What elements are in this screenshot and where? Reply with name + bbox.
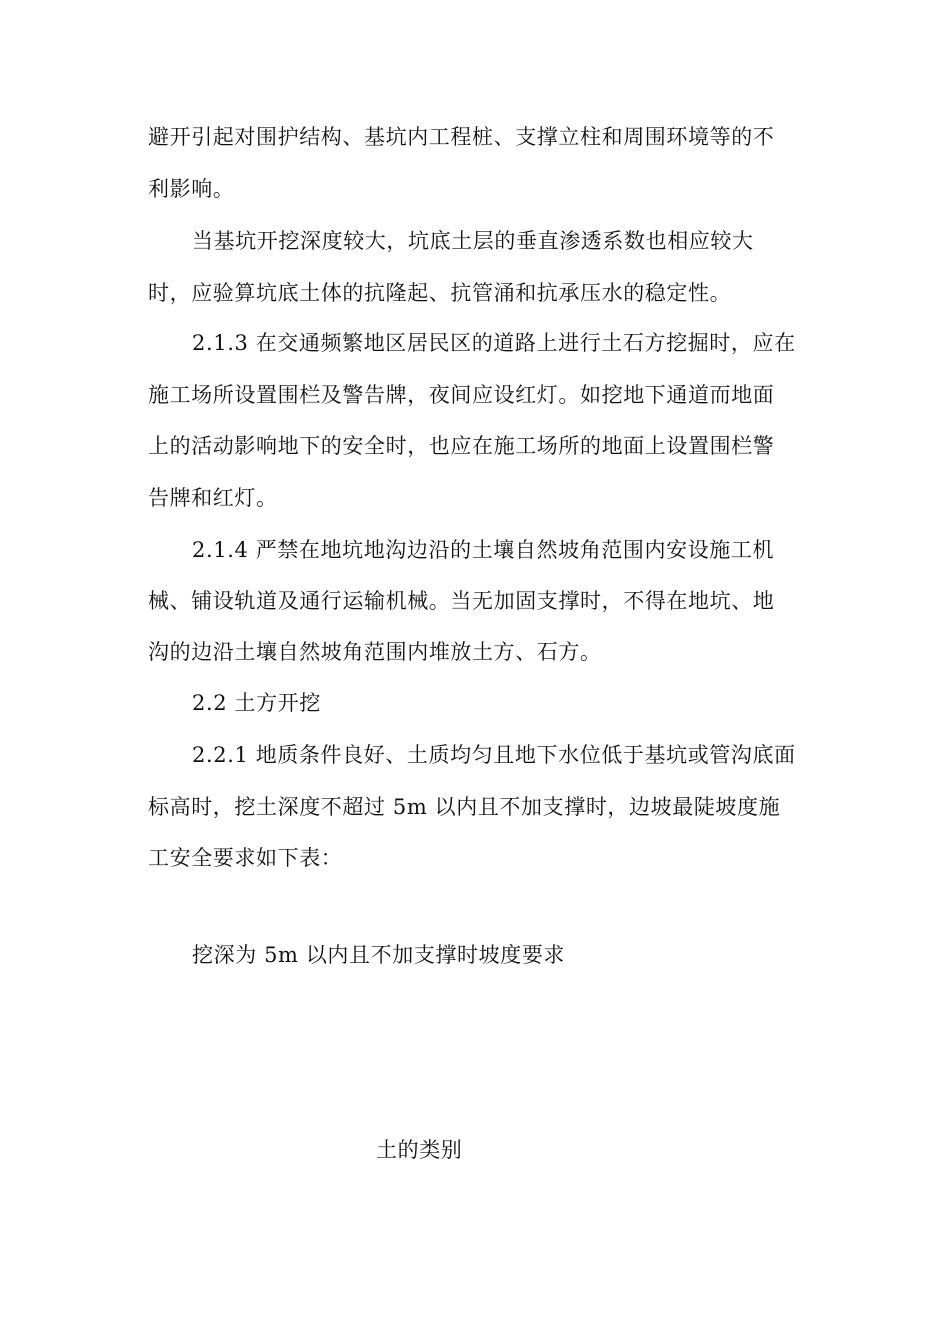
paragraph-line: 2.1.3 在交通频繁地区居民区的道路上进行土石方挖掘时，应在	[192, 331, 796, 355]
paragraph-line: 标高时，挖土深度不超过 5m 以内且不加支撑时，边坡最陡坡度施	[148, 795, 781, 819]
paragraph-line: 上的活动影响地下的安全时，也应在施工场所的地面上设置围栏警	[148, 434, 775, 458]
paragraph-line: 2.1.4 严禁在地坑地沟边沿的土壤自然坡角范围内安设施工机	[192, 538, 775, 562]
paragraph-line: 时，应验算坑底土体的抗隆起、抗管涌和抗承压水的稳定性。	[148, 281, 732, 305]
paragraph-line: 械、铺设轨道及通行运输机械。当无加固支撑时，不得在地坑、地	[148, 589, 775, 613]
section-heading: 2.2 土方开挖	[192, 691, 321, 715]
table-header-cell: 土的类别	[376, 1138, 463, 1162]
paragraph-line: 2.2.1 地质条件良好、土质均匀且地下水位低于基坑或管沟底面	[192, 743, 796, 767]
paragraph-line: 施工场所设置围栏及警告牌，夜间应设红灯。如挖地下通道而地面	[148, 383, 775, 407]
paragraph-line: 利影响。	[148, 177, 235, 201]
paragraph-line: 告牌和红灯。	[148, 486, 278, 510]
paragraph-line: 工安全要求如下表：	[148, 846, 343, 870]
paragraph-line: 当基坑开挖深度较大，坑底土层的垂直渗透系数也相应较大	[192, 229, 754, 253]
paragraph-line: 避开引起对围护结构、基坑内工程桩、支撑立柱和周围环境等的不	[148, 125, 775, 149]
table-title: 挖深为 5m 以内且不加支撑时坡度要求	[192, 943, 566, 967]
paragraph-line: 沟的边沿土壤自然坡角范围内堆放土方、石方。	[148, 640, 602, 664]
